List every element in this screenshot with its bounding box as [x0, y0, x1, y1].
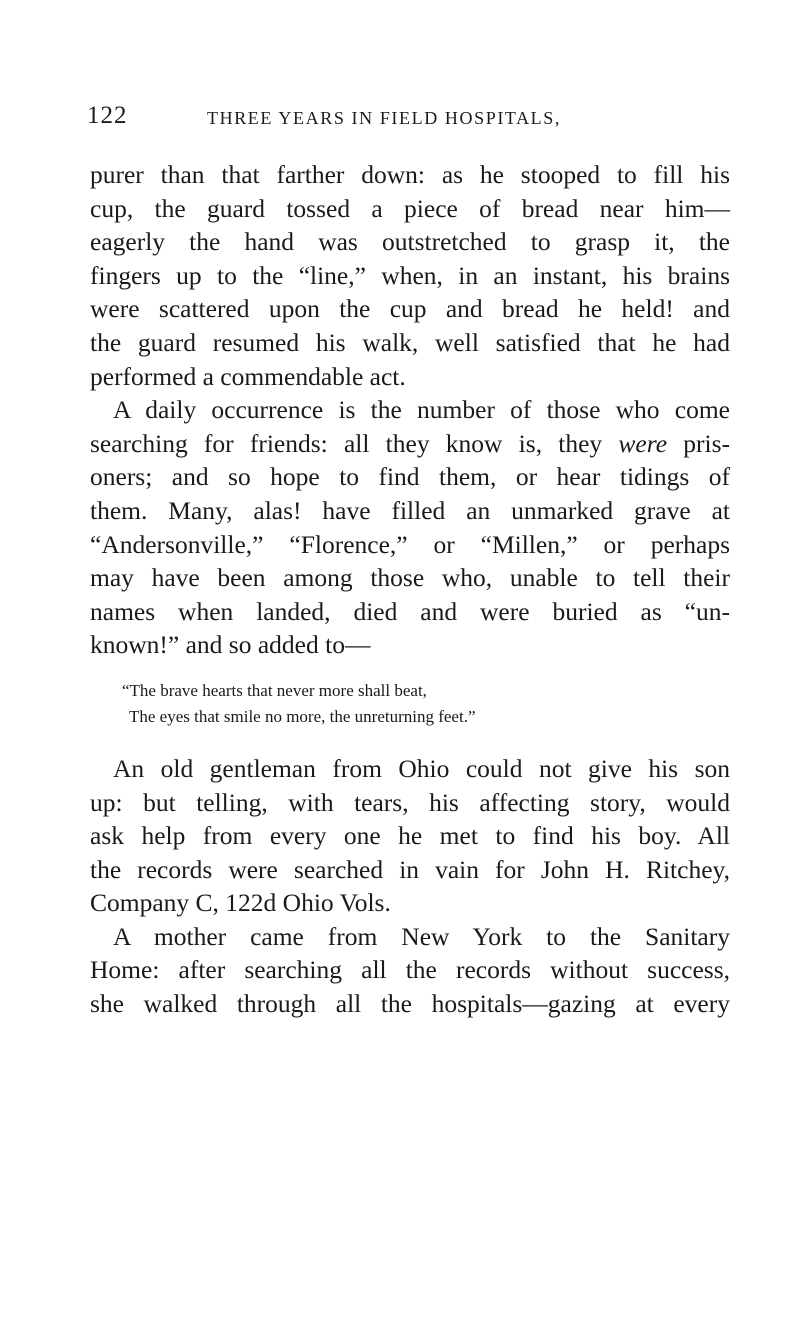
text-line: them. Many, alas! have filled an unmarked grave at	[90, 495, 730, 525]
text-line: names when landed, died and were buried as “un-	[90, 596, 730, 626]
text-line: fingers up to the “line,” when, in an instant, his brains	[90, 260, 730, 290]
text-line: purer than that farther down: as he stooped to fill his	[90, 160, 730, 189]
emphasis-word: were	[618, 428, 668, 458]
text-segment: pris-	[683, 428, 730, 458]
text-line-with-emphasis	[90, 427, 730, 461]
text-line: A daily occurrence is the number of those who come	[113, 395, 730, 425]
paragraph-3	[90, 752, 730, 920]
text-line: Company C, 122d Ohio Vols.	[90, 888, 391, 918]
text-line: eagerly the hand was outstretched to grasp it, the	[90, 227, 730, 257]
text-line: may have been among those who, unable to tell their	[90, 563, 730, 593]
page-header	[87, 96, 733, 136]
poem-line: The eyes that smile no more, the unreturning feet.”	[129, 706, 476, 726]
text-line: the records were searched in vain for John H. Ritchey,	[90, 854, 730, 884]
text-line: oners; and so hope to find them, or hear tidings of	[90, 462, 730, 492]
text-line: A mother came from New York to the Sanitary	[113, 921, 730, 951]
poem-line: “The brave hearts that never more shall beat,	[122, 680, 427, 700]
text-line: the guard resumed his walk, well satisfied that he had	[90, 327, 730, 357]
text-line: cup, the guard tossed a piece of bread near him—	[90, 193, 730, 223]
body-text	[90, 158, 730, 1021]
text-line: Home: after searching all the records without success,	[90, 955, 730, 985]
poem-quotation	[90, 678, 730, 730]
text-line: ask help from every one he met to find his boy. All	[90, 821, 730, 851]
paragraph-2	[90, 393, 730, 662]
text-segment: searching for friends: all they know is, they	[90, 428, 603, 458]
page-number: 122	[87, 102, 128, 129]
running-head: THREE YEARS IN FIELD HOSPITALS,	[207, 108, 561, 128]
paragraph-1	[90, 158, 730, 393]
paragraph-4	[90, 920, 730, 1021]
text-line: were scattered upon the cup and bread he held! and	[90, 294, 730, 324]
text-line: up: but telling, with tears, his affecting story, would	[90, 787, 730, 817]
text-line: performed a commendable act.	[90, 361, 406, 391]
text-line: “Andersonville,” “Florence,” or “Millen,” or perhaps	[90, 529, 730, 559]
text-line: known!” and so added to—	[90, 630, 371, 660]
text-line: she walked through all the hospitals—gazing at every	[90, 989, 730, 1019]
text-line: An old gentleman from Ohio could not give his son	[113, 753, 730, 783]
